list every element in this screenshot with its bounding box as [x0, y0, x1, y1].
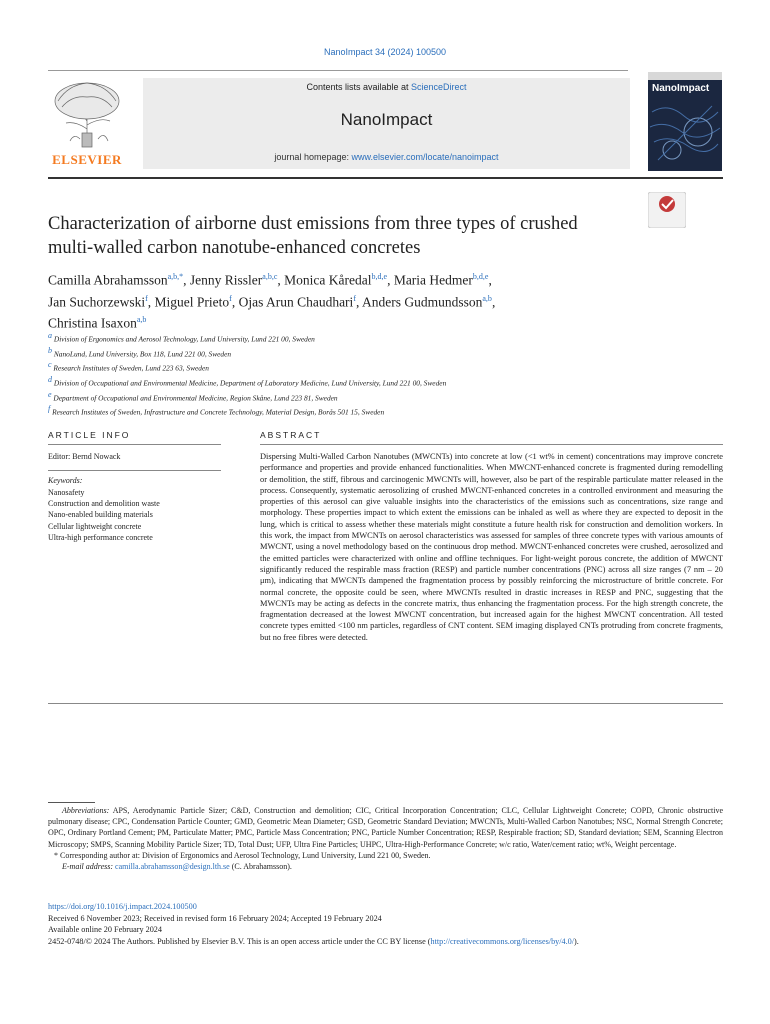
affiliation-text: Research Institutes of Sweden, Lund 223 63, Sweden — [53, 363, 209, 373]
footnotes — [48, 805, 723, 872]
affiliation-item — [48, 330, 708, 345]
author-affiliation-marks[interactable]: b,d,e — [371, 272, 388, 281]
doi-link[interactable]: https://doi.org/10.1016/j.impact.2024.100500 — [48, 902, 197, 911]
author-name: Monica Kåredal — [284, 272, 372, 288]
affiliation-text: Research Institutes of Sweden, Infrastructure and Concrete Technology, Material Design, Borås 501 15, Sweden — [52, 407, 385, 417]
keyword-list — [48, 487, 160, 543]
affiliation-item — [48, 403, 708, 418]
author-name: Miguel Prieto — [154, 294, 230, 309]
elsevier-wordmark: ELSEVIER — [52, 152, 122, 167]
abstract-heading: ABSTRACT — [260, 430, 322, 440]
affiliation-text: Division of Occupational and Environmental Medicine, Department of Laboratory Medicine, Lund University, Lund 221 00, Sweden — [53, 378, 447, 388]
contents-line — [143, 82, 630, 92]
affiliation-item — [48, 389, 708, 404]
abstract-text: Dispersing Multi-Walled Carbon Nanotubes (MWCNTs) into concrete at low (<1 wt% in cement) concentrations may improve concrete performance and properties and provide enhanced functionalities. When MWCNT-enhanced concrete is fragmented during remodelling or demolition, the stiff, fibrous and carcinogenic MWCNTs will, however, also be part of the respirable particulate matter released in the process. Consequently, systematic aerosolizing of crushed MWCNT-enhanced concretes in a controlled environment and measuring the properties of this aerosol can give valuable insights into the characteristics of the emissions such as concentrations, size range and morphology. These properties impact to which extent the emissions can be inhaled as well as where they are expected to deposit in the lung, which is critical to assess whether these materials might constitute a future health risk for construction and demolition workers. In this work, the impact from MWCNTs on aerosol characteristics was assessed for samples of three concrete types with various amounts of MWCNT, using a novel methodology based on the continuous drop method. MWCNT-enhanced concretes were crushed, aerosolized and the emitted particles were characterized with online and offline techniques. For light-weight porous concrete, the addition of MWCNT significantly reduced the respirable mass fraction (RESP) and particle number concentrations (PNC) across all size ranges (7 nm – 20 μm), indicating that MWCNTs dampened the fragmentation process by possibly reinforcing the microstructure of brittle concrete. For normal concrete, the opposite could be seen, where MWCNTs resulted in drastic increases in RESP and PNC, suggesting that the MWCNTs may be acting as defects in the concrete matrix, thus enhancing the fragmentation process. For the high strength concrete, the fragmentation decreased at the lowest MWCNT concentration, but increased again for the highest MWCNT concentration. All tested concrete types emitted <100 nm particles, regardless of CNT content. SEM imaging displayed CNTs protruding from concrete fragments, but no free fibres were detected. — [260, 452, 723, 642]
journal-cover-image — [648, 72, 722, 171]
keyword-item: Nano-enabled building materials — [48, 510, 153, 520]
section-rule — [260, 444, 723, 445]
keyword-item: Construction and demolition waste — [48, 499, 160, 509]
author-separator: , — [231, 294, 239, 309]
affiliation-text: NanoLund, Lund University, Box 118, Lund 221 00, Sweden — [53, 349, 232, 359]
cover-title: NanoImpact — [652, 83, 710, 94]
author-name: Jenny Rissler — [189, 272, 263, 288]
license-suffix: ). — [574, 936, 579, 946]
author-affiliation-marks[interactable]: b,d,e — [472, 272, 489, 281]
license-link[interactable]: http://creativecommons.org/licenses/by/4.0/ — [430, 936, 575, 946]
journal-reference-link[interactable]: NanoImpact 34 (2024) 100500 — [323, 47, 447, 57]
author-affiliation-marks[interactable]: f — [353, 293, 356, 303]
homepage-prefix: journal homepage: — [274, 152, 352, 162]
keywords-label: Keywords: — [48, 476, 83, 485]
publication-info — [48, 901, 738, 947]
author-separator: , — [355, 294, 362, 309]
affiliation-key: a — [48, 331, 52, 340]
author-separator: , — [183, 272, 190, 288]
author-name: Camilla Abrahamsson — [48, 272, 168, 288]
author-affiliation-marks[interactable]: a,b,* — [167, 272, 184, 281]
author-email-link[interactable]: camilla.abrahamsson@design.lth.se — [115, 862, 230, 872]
author-affiliation-marks[interactable]: a,b — [482, 293, 492, 303]
author-affiliation-marks[interactable]: f — [145, 293, 148, 303]
author-separator: , — [491, 294, 496, 309]
affiliation-text: Division of Ergonomics and Aerosol Technology, Lund University, Lund 221 00, Sweden — [53, 334, 315, 344]
keyword-item: Ultra-high performance concrete — [48, 532, 153, 542]
header-top-rule — [48, 70, 628, 71]
affiliation-item — [48, 345, 708, 360]
keyword-item: Nanosafety — [48, 488, 85, 497]
email-footnote — [48, 861, 723, 872]
affiliation-key: d — [48, 375, 52, 385]
abbreviations-footnote — [48, 805, 723, 850]
affiliation-item — [48, 359, 708, 374]
section-rule — [48, 444, 221, 445]
author-name: Anders Gudmundsson — [362, 294, 483, 309]
editor-line: Editor: Bernd Nowack — [48, 452, 121, 461]
affiliation-key: f — [48, 404, 51, 414]
license-prefix: 2452-0748/© 2024 The Authors. Published by Elsevier B.V. This is an open access article under the CC BY license ( — [48, 936, 431, 946]
affiliation-key: c — [48, 360, 52, 370]
header-bottom-rule — [48, 177, 723, 179]
affiliation-text: Department of Occupational and Environmental Medicine, Region Skåne, Lund 223 81, Sweden — [53, 393, 338, 403]
author-affiliation-marks[interactable]: a,b,c — [262, 272, 278, 281]
author-separator: , — [387, 272, 394, 288]
author-affiliation-marks[interactable]: a,b — [136, 315, 147, 324]
license-line — [48, 936, 738, 948]
author-affiliation-marks[interactable]: f — [229, 293, 232, 303]
sciencedirect-link[interactable]: ScienceDirect — [411, 82, 467, 92]
email-suffix: (C. Abrahamsson). — [231, 862, 292, 872]
received-dates: Received 6 November 2023; Received in revised form 16 February 2024; Accepted 19 February 2024 — [48, 913, 382, 923]
author-name: Jan Suchorzewski — [48, 294, 146, 309]
article-info-heading: ARTICLE INFO — [48, 430, 131, 440]
abstract-bottom-rule — [48, 703, 723, 704]
author-separator: , — [277, 272, 285, 288]
check-for-updates-badge[interactable] — [648, 192, 686, 228]
corresponding-author-footnote: * Corresponding author at: Division of Ergonomics and Aerosol Technology, Lund University, Lund 221 00, Sweden. — [54, 850, 431, 860]
author-name: Maria Hedmer — [393, 272, 473, 288]
author-separator: , — [488, 272, 492, 288]
author-name: Ojas Arun Chaudhari — [238, 294, 354, 309]
article-title: Characterization of airborne dust emissions from three types of crushed multi-walled carbon nanotube-enhanced concretes — [48, 214, 578, 258]
author-list — [48, 268, 608, 333]
affiliation-item — [48, 374, 708, 389]
homepage-line — [143, 152, 630, 162]
contents-prefix: Contents lists available at — [306, 82, 412, 92]
affiliation-key: e — [48, 389, 52, 399]
affiliation-key: b — [48, 345, 52, 355]
author-separator: , — [147, 294, 155, 309]
keyword-item: Cellular lightweight concrete — [48, 521, 142, 531]
abbreviations-label: Abbreviations: — [62, 806, 110, 815]
journal-homepage-link[interactable]: www.elsevier.com/locate/nanoimpact — [351, 152, 499, 162]
author-name: Christina Isaxon — [48, 315, 137, 331]
available-online: Available online 20 February 2024 — [48, 925, 162, 935]
section-rule — [48, 470, 221, 471]
footnote-rule — [48, 802, 95, 803]
abbreviations-text: APS, Aerodynamic Particle Sizer; C&D, Construction and demolition; CIC, Critical Incorporation Concentration; CLC, Cellular Lightweight Concrete; COPD, Chronic obstructive pulmonary disease; CPC, Condensation Particle Counter; GMD, Geometric Mean Diameter; GSD, Geometric Standard Deviation; MWCNTs, Multi-Walled Carbon Nanotubes; NSC, Normal Strength Concrete; OPC, Ordinary Portland Cement; PM, Particulate Matter; PMC, Particle Mass Concentration; PNC, Particle Number Concentration; RESP, Respirable fraction; SD, Standard deviation; SEM, Scanning Electron Microscopy; SMPS, Scanning Mobility Particle Sizer; TD, Total Dust; UFP, Ultra Fine Particles; UHPC, Ultra-High-Performance Concrete; w/c ratio, Water/cement ratio; wt%, Weight percentage. — [48, 806, 723, 849]
affiliation-list — [48, 330, 708, 418]
email-label: E-mail address: — [62, 862, 114, 872]
journal-name: NanoImpact — [340, 110, 433, 129]
